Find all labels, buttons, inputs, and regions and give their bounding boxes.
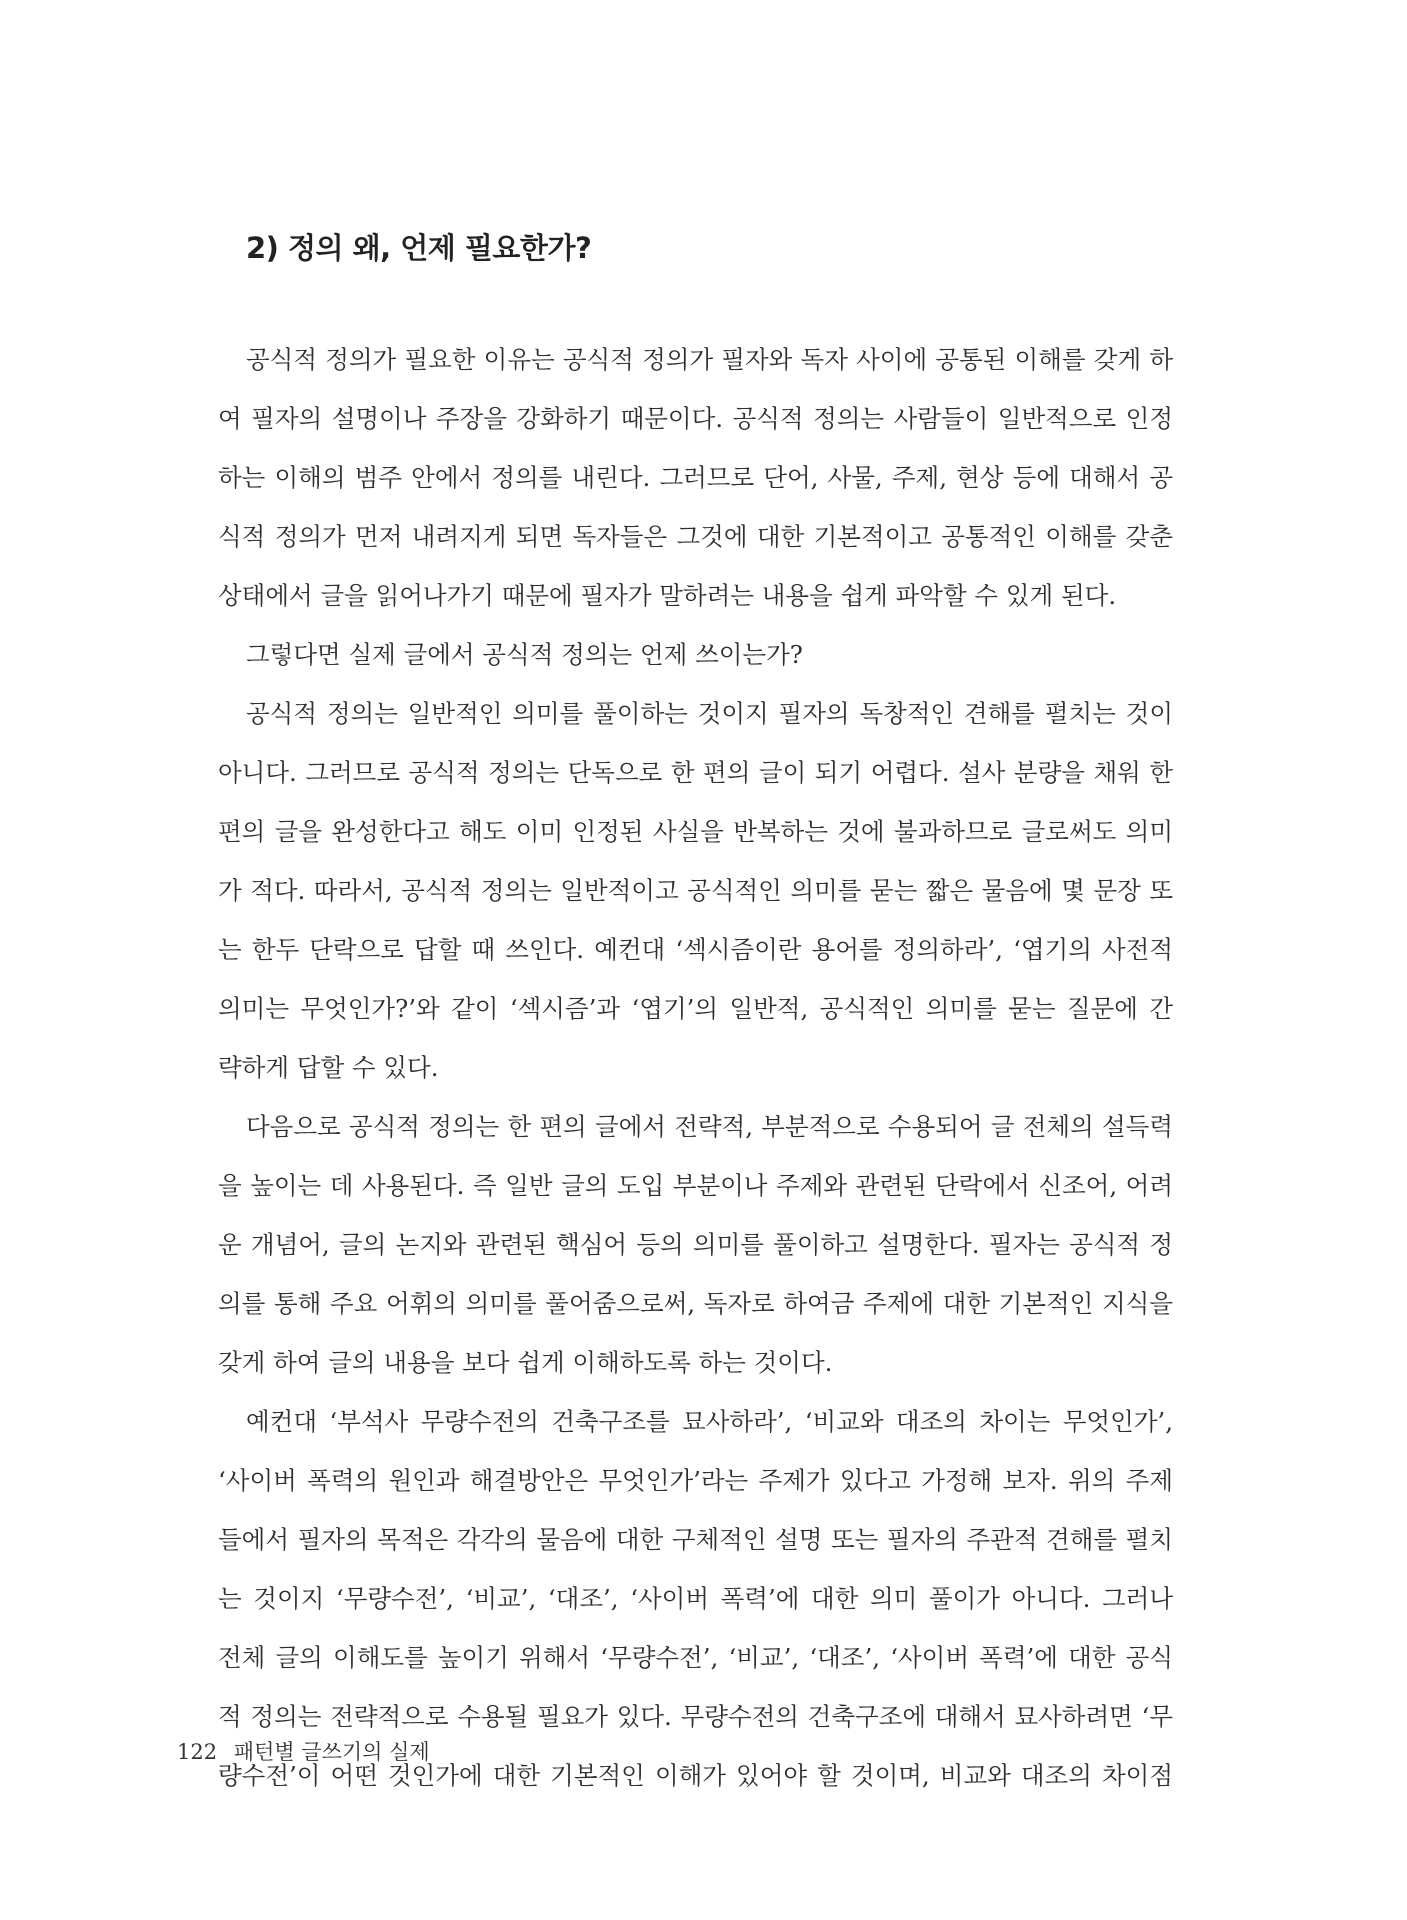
text-line: 아니다. 그러므로 공식적 정의는 단독으로 한 편의 글이 되기 어렵다. 설사 분량을 채워 한 [218, 758, 1173, 787]
text-line: 편의 글을 완성한다고 해도 이미 인정된 사실을 반복하는 것에 불과하므로 글로써도 의미 [218, 817, 1173, 846]
text-line: 여 필자의 설명이나 주장을 강화하기 때문이다. 공식적 정의는 사람들이 일반적으로 인정 [218, 404, 1173, 433]
text-line: 들에서 필자의 목적은 각각의 물음에 대한 구체적인 설명 또는 필자의 주관적 견해를 펼치 [218, 1525, 1173, 1554]
body-text [218, 330, 1173, 1805]
page-number: 122 [177, 1740, 218, 1764]
text-line: 량수전’이 어떤 것인가에 대한 기본적인 이해가 있어야 할 것이며, 비교와 대조의 차이점 [218, 1761, 1173, 1790]
text-line: 가 적다. 따라서, 공식적 정의는 일반적이고 공식적인 의미를 묻는 짧은 물음에 몇 문장 또 [218, 876, 1173, 905]
text-line: 략하게 답할 수 있다. [218, 1053, 439, 1082]
section-heading: 2) 정의 왜, 언제 필요한가? [246, 231, 592, 265]
text-line: 다음으로 공식적 정의는 한 편의 글에서 전략적, 부분적으로 수용되어 글 전체의 설득력 [246, 1112, 1173, 1141]
text-line: 하는 이해의 범주 안에서 정의를 내린다. 그러므로 단어, 사물, 주제, 현상 등에 대해서 공 [218, 463, 1173, 492]
text-line: 공식적 정의가 필요한 이유는 공식적 정의가 필자와 독자 사이에 공통된 이해를 갖게 하 [246, 345, 1173, 374]
text-line: 의미는 무엇인가?’와 같이 ‘섹시즘’과 ‘엽기’의 일반적, 공식적인 의미를 묻는 질문에 간 [218, 994, 1173, 1023]
text-line: 공식적 정의는 일반적인 의미를 풀이하는 것이지 필자의 독창적인 견해를 펼치는 것이 [246, 699, 1173, 728]
text-line: 운 개념어, 글의 논지와 관련된 핵심어 등의 의미를 풀이하고 설명한다. 필자는 공식적 정 [218, 1230, 1173, 1259]
text-line: 전체 글의 이해도를 높이기 위해서 ‘무량수전’, ‘비교’, ‘대조’, ‘사이버 폭력’에 대한 공식 [218, 1643, 1173, 1672]
text-line: 는 것이지 ‘무량수전’, ‘비교’, ‘대조’, ‘사이버 폭력’에 대한 의미 풀이가 아니다. 그러나 [218, 1584, 1173, 1613]
text-line: 그렇다면 실제 글에서 공식적 정의는 언제 쓰이는가? [246, 640, 803, 669]
running-title: 패턴별 글쓰기의 실제 [233, 1740, 430, 1764]
text-line: 적 정의는 전략적으로 수용될 필요가 있다. 무량수전의 건축구조에 대해서 묘사하려면 ‘무 [218, 1702, 1173, 1731]
text-line: 갖게 하여 글의 내용을 보다 쉽게 이해하도록 하는 것이다. [218, 1348, 833, 1377]
text-line: 의를 통해 주요 어휘의 의미를 풀어줌으로써, 독자로 하여금 주제에 대한 기본적인 지식을 [218, 1289, 1173, 1318]
text-line: 을 높이는 데 사용된다. 즉 일반 글의 도입 부분이나 주제와 관련된 단락에서 신조어, 어려 [218, 1171, 1173, 1200]
text-line: 예컨대 ‘부석사 무량수전의 건축구조를 묘사하라’, ‘비교와 대조의 차이는 무엇인가’, [246, 1407, 1173, 1436]
text-line: ‘사이버 폭력의 원인과 해결방안은 무엇인가’라는 주제가 있다고 가정해 보자. 위의 주제 [218, 1466, 1173, 1495]
text-line: 상태에서 글을 읽어나가기 때문에 필자가 말하려는 내용을 쉽게 파악할 수 있게 된다. [218, 581, 1117, 610]
text-line: 식적 정의가 먼저 내려지게 되면 독자들은 그것에 대한 기본적이고 공통적인 이해를 갖춘 [218, 522, 1173, 551]
page-footer [177, 1738, 430, 1766]
text-line: 는 한두 단락으로 답할 때 쓰인다. 예컨대 ‘섹시즘이란 용어를 정의하라’, ‘엽기의 사전적 [218, 935, 1173, 964]
